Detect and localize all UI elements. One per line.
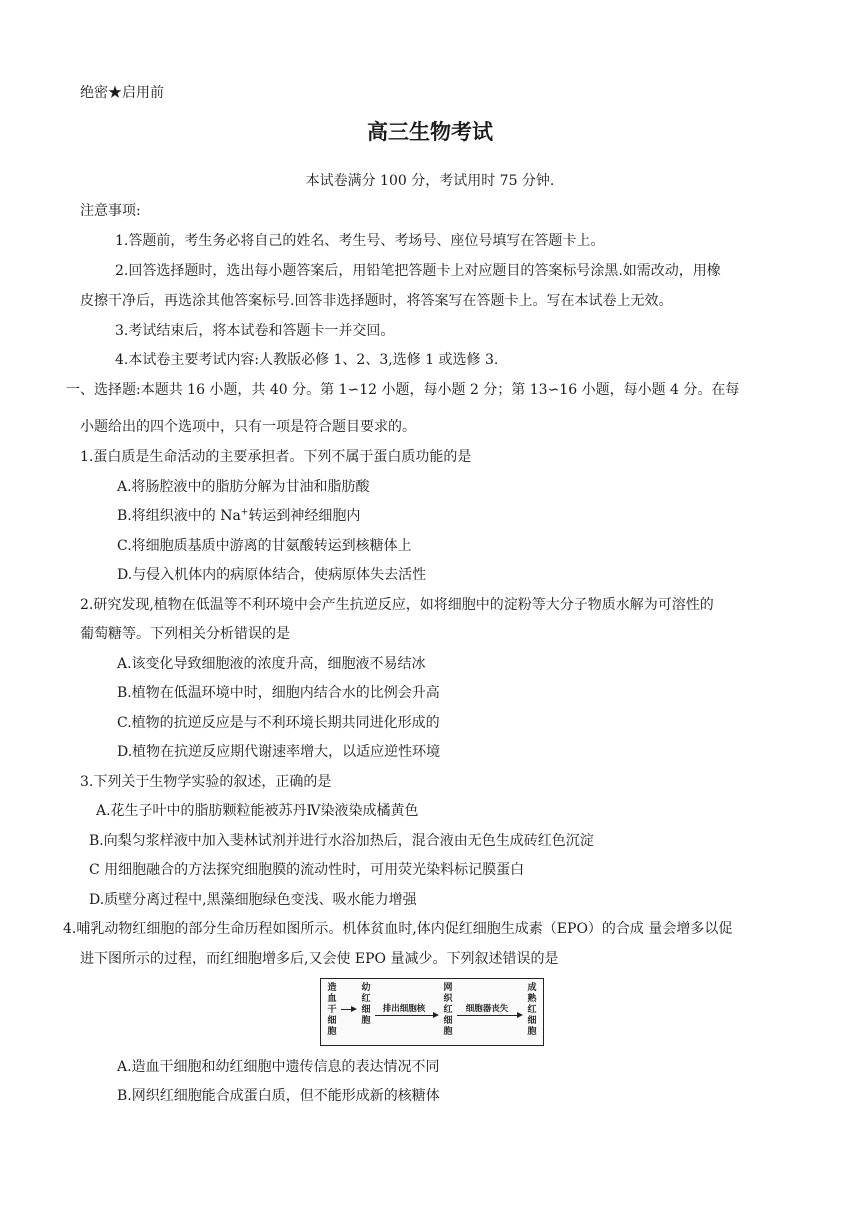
section-1-heading-line-1: 一、选择题:本题共 16 小题，共 40 分。第 1∽12 小题，每小题 2 分；第 13∽16 小题，每小题 4 分。在每 <box>66 382 740 398</box>
arrow-3-label: 细胞器丧失 <box>465 1004 509 1014</box>
confidential-label: 绝密★启用前 <box>80 85 164 101</box>
question-3-option-c: C 用细胞融合的方法探究细胞膜的流动性时，可用荧光染料标记膜蛋白 <box>89 862 525 878</box>
arrow-1 <box>341 1003 357 1017</box>
question-2-stem-line-1: 2.研究发现,植物在低温等不利环境中会产生抗逆反应，如将细胞中的淀粉等大分子物质水解为可溶性的 <box>80 597 714 613</box>
stage-reticulocyte: 网织红细胞 <box>443 983 453 1037</box>
question-3-option-b: B.向梨匀浆样液中加入斐林试剂并进行水浴加热后，混合液由无色生成砖红色沉淀 <box>89 833 594 849</box>
question-2-option-a: A.该变化导致细胞液的浓度升高，细胞液不易结冰 <box>117 656 426 672</box>
arrow-head-icon <box>433 1012 439 1018</box>
question-3-option-a: A.花生子叶中的脂肪颗粒能被苏丹Ⅳ染液染成橘黄色 <box>96 803 419 819</box>
arrow-head-icon <box>351 1006 357 1012</box>
note-item-2-line-2: 皮擦干净后，再选涂其他答案标号.回答非选择题时，将答案写在答题卡上。写在本试卷上无效。 <box>80 293 673 309</box>
question-3-stem: 3.下列关于生物学实验的叙述，正确的是 <box>80 774 332 790</box>
question-4-stem-line-2: 进下图所示的过程，而红细胞增多后,又会使 EPO 量减少。下列叙述错误的是 <box>80 951 559 967</box>
option-b-text-post: 转运到神经细胞内 <box>248 508 361 524</box>
exam-subtitle: 本试卷满分 100 分，考试用时 75 分钟. <box>305 173 555 189</box>
note-item-3: 3.考试结束后，将本试卷和答题卡一并交回。 <box>115 323 395 339</box>
note-item-2-line-1: 2.回答选择题时，选出每小题答案后，用铅笔把答题卡上对应题目的答案标号涂黑.如需改动，用橡 <box>115 263 721 279</box>
question-4-option-a: A.造血干细胞和幼红细胞中遗传信息的表达情况不同 <box>117 1059 440 1075</box>
question-2-option-d: D.植物在抗逆反应期代谢速率增大，以适应逆性环境 <box>117 744 441 760</box>
arrow-2-label: 排出细胞核 <box>382 1004 426 1014</box>
arrow-3 <box>457 1003 523 1017</box>
question-1-stem: 1.蛋白质是生命活动的主要承担者。下列不属于蛋白质功能的是 <box>80 449 472 465</box>
stage-erythroblast: 幼红细胞 <box>361 983 371 1026</box>
stage-mature-red-blood-cell: 成熟红细胞 <box>527 983 537 1037</box>
question-4-option-b: B.网织红细胞能合成蛋白质，但不能形成新的核糖体 <box>117 1088 440 1104</box>
page-title: 高三生物考试 <box>367 120 493 144</box>
question-4-stem-line-1: 4.哺乳动物红细胞的部分生命历程如图所示。机体贫血时,体内促红细胞生成素（EPO）的合成 量会增多以促 <box>63 921 733 937</box>
option-b-text-pre: B.将组织液中的 Na <box>117 508 241 524</box>
arrow-head-icon <box>517 1012 523 1018</box>
notes-heading: 注意事项: <box>80 203 141 219</box>
arrow-2 <box>375 1003 439 1017</box>
question-1-option-d: D.与侵入机体内的病原体结合，使病原体失去活性 <box>117 567 427 583</box>
sodium-charge-superscript: + <box>240 507 249 518</box>
question-1-option-a: A.将肠腔液中的脂肪分解为甘油和脂肪酸 <box>117 479 370 495</box>
question-2-option-c: C.植物的抗逆反应是与不利环境长期共同进化形成的 <box>117 715 440 731</box>
red-blood-cell-development-diagram <box>320 978 544 1046</box>
question-2-option-b: B.植物在低温环境中时，细胞内结合水的比例会升高 <box>117 685 440 701</box>
question-2-stem-line-2: 葡萄糖等。下列相关分析错误的是 <box>80 626 290 642</box>
note-item-1: 1.答题前，考生务必将自己的姓名、考生号、考场号、座位号填写在答题卡上。 <box>115 233 605 249</box>
question-3-option-d: D.质壁分离过程中,黑藻细胞绿色变浅、吸水能力增强 <box>89 892 417 908</box>
section-1-heading-line-2: 小题给出的四个选项中，只有一项是符合题目要求的。 <box>80 419 416 435</box>
question-1-option-c: C.将细胞质基质中游离的甘氨酸转运到核糖体上 <box>117 538 412 554</box>
stage-hematopoietic-stem-cell: 造血干细胞 <box>327 983 337 1037</box>
question-1-option-b <box>117 507 360 525</box>
note-item-4: 4.本试卷主要考试内容:人教版必修 1、2、3,选修 1 或选修 3. <box>115 352 499 368</box>
